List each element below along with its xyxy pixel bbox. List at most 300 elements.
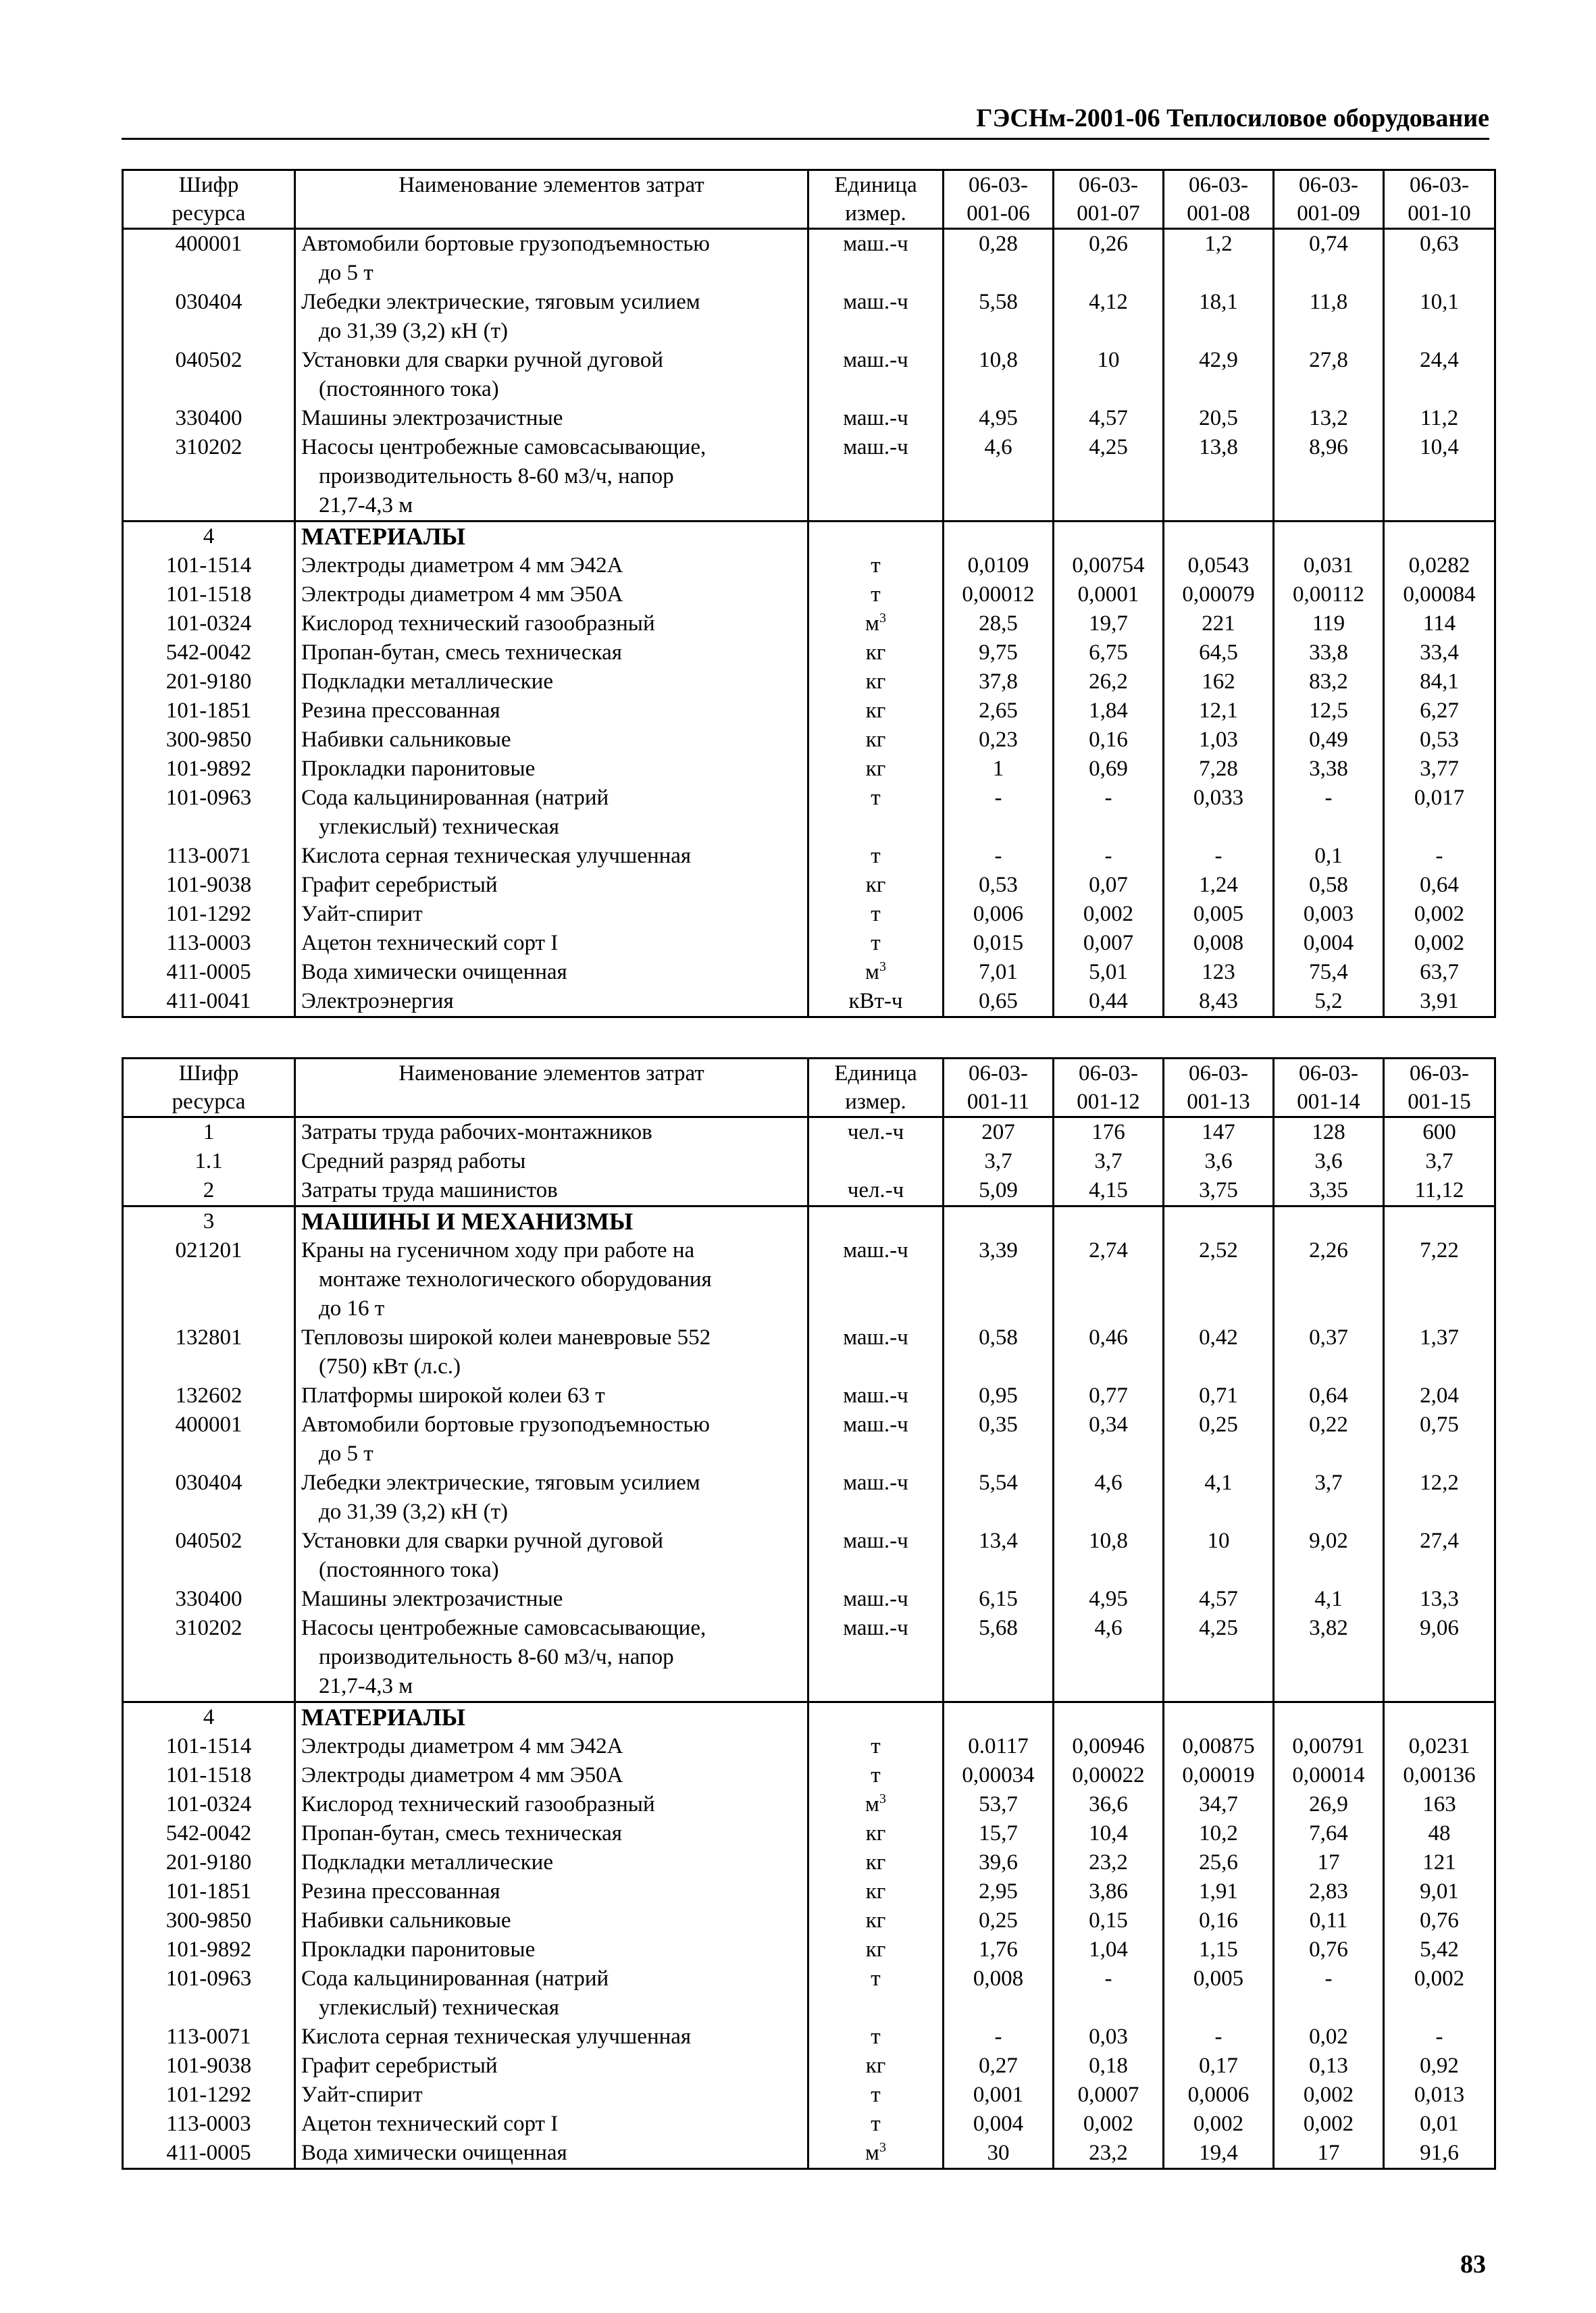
resource-code: 030404 [123,1469,295,1527]
resource-name-line: Резина прессованная [301,698,500,723]
norm-value: 1,84 [1054,696,1164,726]
header-unit-line: Единица [834,1061,917,1086]
resource-name-line: Вода химически очищенная [301,960,567,984]
norm-value: 0,006 [944,900,1054,929]
resource-code: 4 [123,1702,295,1733]
resource-name-line: Электроды диаметром 4 мм Э42А [301,553,623,578]
norm-value: 0,002 [1384,929,1495,958]
resource-name-continuation: до 5 т [319,1442,374,1466]
norm-value: 0,25 [1164,1410,1274,1469]
resource-name [295,929,808,958]
norm-value: 162 [1164,667,1274,696]
unit-cell [808,784,944,842]
norm-value: 0,23 [944,726,1054,755]
norm-value: 0,0006 [1164,2081,1274,2110]
resource-code: 101-1292 [123,900,295,929]
table-header [123,170,1495,229]
resource-row [123,2052,1495,2081]
norm-value: 0,007 [1054,929,1164,958]
norm-value: 0,25 [944,1906,1054,1935]
unit-cell [808,1614,944,1702]
resource-name [295,871,808,900]
norm-value: 0,26 [1054,229,1164,288]
resource-name [295,1819,808,1848]
unit-cell [808,1147,944,1176]
norm-value [1384,1702,1495,1733]
norm-value: 17 [1274,1848,1384,1877]
norm-value: 4,6 [1054,1469,1164,1527]
norm-value: 1,76 [944,1935,1054,1964]
norm-value: 0,02 [1274,2023,1384,2052]
resource-name-line: Сода кальцинированная (натрий [301,786,609,810]
header-norm-code [1054,1059,1164,1117]
unit-cell [808,1176,944,1206]
unit-label: маш.-ч [843,290,908,314]
norm-value: - [1384,2023,1495,2052]
norm-value: 26,2 [1054,667,1164,696]
resource-name [295,842,808,871]
header-norm-code [1164,170,1274,229]
resource-row [123,2110,1495,2139]
norm-value: 1,91 [1164,1877,1274,1906]
resource-row [123,2139,1495,2169]
resource-code: 101-1292 [123,2081,295,2110]
unit-label: маш.-ч [843,1238,908,1263]
norm-value: 0,65 [944,987,1054,1017]
resource-name [295,755,808,784]
unit-cell [808,1848,944,1877]
resource-row [123,1964,1495,2023]
norm-value [1274,522,1384,552]
unit-label: кг [865,669,886,694]
resource-name [295,667,808,696]
resource-name-line: Ацетон технический сорт I [301,931,559,955]
norm-value: 0,71 [1164,1381,1274,1410]
norm-value: 10,2 [1164,1819,1274,1848]
resource-name-line: Уайт-спирит [301,2083,423,2107]
resource-name [295,551,808,580]
header-code-line: ресурса [172,201,246,226]
resource-name-line: Кислород технический газообразный [301,1792,655,1816]
resource-name [295,1381,808,1410]
norm-value: 0.0117 [944,1732,1054,1761]
header-code-line: Шифр [178,1061,239,1086]
unit-label: кг [865,698,886,723]
unit-label: т [871,902,881,926]
resource-name [295,2023,808,2052]
unit-cell [808,1381,944,1410]
norm-value: 4,25 [1054,433,1164,522]
resource-code: 411-0005 [123,2139,295,2169]
resource-row [123,987,1495,1017]
resource-name-line: Прокладки паронитовые [301,757,536,781]
norm-value: 28,5 [944,609,1054,638]
section-row [123,1206,1495,1237]
resource-name-line: МАТЕРИАЛЫ [301,523,465,550]
resource-name-line: Установки для сварки ручной дуговой [301,1529,664,1553]
resource-row [123,784,1495,842]
resource-row [123,1410,1495,1469]
resource-name-line: Насосы центробежные самовсасывающие, [301,1616,706,1640]
resource-name-line: Кислород технический газообразный [301,611,655,636]
resource-name [295,1790,808,1819]
unit-exponent: 3 [879,611,886,626]
resource-name-line: Графит серебристый [301,2054,498,2078]
norm-value: 0,27 [944,2052,1054,2081]
header-norm-code [944,170,1054,229]
resource-row [123,900,1495,929]
norm-value: 10,4 [1054,1819,1164,1848]
norm-value: 0,13 [1274,2052,1384,2081]
norm-value: 0,002 [1054,2110,1164,2139]
norm-value: 4,1 [1274,1585,1384,1614]
resource-code: 030404 [123,288,295,346]
resource-name [295,1236,808,1323]
unit-label: т [871,582,881,607]
resource-name [295,609,808,638]
norm-value: 19,4 [1164,2139,1274,2169]
resource-code: 542-0042 [123,1819,295,1848]
header-norm-line: 06-03- [1410,173,1469,197]
resource-name-line: Средний разряд работы [301,1149,526,1173]
table-body [123,1117,1495,2169]
header-norm-line: 001-11 [967,1090,1030,1114]
resource-code: 113-0071 [123,842,295,871]
norm-value: 3,6 [1274,1147,1384,1176]
norm-value: 0,004 [1274,929,1384,958]
resource-code: 1 [123,1117,295,1148]
norm-value: 3,7 [1384,1147,1495,1176]
resource-name-continuation: до 31,39 (3,2) кН (т) [319,1500,509,1524]
header-unit-line: Единица [834,173,917,197]
norm-value [1274,1206,1384,1237]
norm-value: 0,95 [944,1381,1054,1410]
resource-name [295,1206,808,1237]
resource-code: 101-0324 [123,609,295,638]
norm-value: 36,6 [1054,1790,1164,1819]
resource-name-continuation: углекислый) техническая [319,1996,559,2020]
resource-code: 4 [123,522,295,552]
unit-cell [808,1323,944,1381]
norm-value: 0,002 [1274,2110,1384,2139]
resource-name-line: Машины электрозачистные [301,406,563,430]
unit-cell [808,929,944,958]
unit-cell [808,229,944,288]
unit-cell [808,987,944,1017]
resource-name-line: Вода химически очищенная [301,2141,567,2165]
norm-value: 5,2 [1274,987,1384,1017]
norm-value: - [1274,784,1384,842]
resource-name-line: Сода кальцинированная (натрий [301,1966,609,1991]
unit-cell [808,726,944,755]
resource-row [123,1935,1495,1964]
norm-value: 0,76 [1384,1906,1495,1935]
resource-name [295,1117,808,1148]
header-norm-line: 001-12 [1077,1090,1140,1114]
resource-name-line: Электроэнергия [301,989,454,1013]
unit-cell [808,667,944,696]
unit-exponent: 3 [879,1791,886,1806]
resource-name [295,784,808,842]
unit-cell [808,1790,944,1819]
unit-cell [808,696,944,726]
resource-code: 101-1851 [123,1877,295,1906]
unit-label: маш.-ч [843,1383,908,1408]
norm-value: 6,75 [1054,638,1164,667]
norm-value: 0,01 [1384,2110,1495,2139]
resource-name-line: МАШИНЫ И МЕХАНИЗМЫ [301,1208,634,1235]
header-norm-line: 001-07 [1077,201,1140,226]
norm-value: 3,77 [1384,755,1495,784]
norm-value: 3,7 [1054,1147,1164,1176]
resource-row [123,1469,1495,1527]
norm-value: 0,58 [1274,871,1384,900]
resource-name [295,987,808,1017]
resource-code: 411-0041 [123,987,295,1017]
norm-value: 0,18 [1054,2052,1164,2081]
norm-value: 83,2 [1274,667,1384,696]
unit-cell [808,522,944,552]
resource-name-line: Затраты труда машинистов [301,1178,558,1202]
resource-name-line: Затраты труда рабочих-монтажников [301,1120,652,1144]
unit-label: маш.-ч [843,406,908,430]
header-unit [808,1059,944,1117]
norm-value: 7,28 [1164,755,1274,784]
resource-row [123,1147,1495,1176]
resource-row [123,2081,1495,2110]
resource-code: 542-0042 [123,638,295,667]
unit-label: кг [865,873,886,897]
norm-value: 4,1 [1164,1469,1274,1527]
resource-name-line: Электроды диаметром 4 мм Э42А [301,1734,623,1758]
resource-code: 101-0963 [123,1964,295,2023]
norm-value: 0,0007 [1054,2081,1164,2110]
resource-code: 101-1514 [123,1732,295,1761]
norm-value: 23,2 [1054,1848,1164,1877]
norm-value [944,522,1054,552]
resource-name-line: Электроды диаметром 4 мм Э50А [301,1763,623,1787]
norm-value: 2,83 [1274,1877,1384,1906]
norm-value: 0,58 [944,1323,1054,1381]
unit-label: кВт-ч [848,989,903,1013]
resource-row [123,609,1495,638]
resource-code: 300-9850 [123,1906,295,1935]
resource-name-continuation: производительность 8-60 м3/ч, напор [319,1645,674,1669]
norm-value: 1 [944,755,1054,784]
resource-name-continuation: углекислый) техническая [319,815,559,839]
resource-name-line: Уайт-спирит [301,902,423,926]
resource-row [123,1585,1495,1614]
unit-exponent: 3 [879,959,886,974]
norm-value: 17 [1274,2139,1384,2169]
norm-value: 163 [1384,1790,1495,1819]
unit-label: маш.-ч [843,348,908,372]
unit-label: т [871,1966,881,1991]
unit-cell [808,1935,944,1964]
unit-label: маш.-ч [843,232,908,256]
resource-name-line: Подкладки металлические [301,669,553,694]
norm-value: 0,00084 [1384,580,1495,609]
norm-value: 0,00112 [1274,580,1384,609]
unit-label: маш.-ч [843,1587,908,1611]
unit-label: т [871,931,881,955]
resource-row [123,929,1495,958]
unit-label: кг [865,640,886,665]
norm-value: 10,8 [1054,1527,1164,1585]
norm-value: 26,9 [1274,1790,1384,1819]
header-norm-line: 001-14 [1297,1090,1360,1114]
norm-value: 0,00014 [1274,1761,1384,1790]
norm-value: 7,22 [1384,1236,1495,1323]
norm-value: 221 [1164,609,1274,638]
resource-name-continuation: 21,7-4,3 м [319,493,413,517]
table-body [123,229,1495,1017]
resource-row [123,1176,1495,1206]
norm-value: 4,57 [1054,404,1164,433]
norm-value: 2,52 [1164,1236,1274,1323]
running-header-title: ГЭСНм-2001-06 Теплосиловое оборудование [976,104,1489,132]
resource-name-line: Набивки сальниковые [301,728,511,752]
norm-value: 23,2 [1054,2139,1164,2169]
header-norm-code [1274,170,1384,229]
unit-cell [808,1819,944,1848]
resource-name [295,1176,808,1206]
resource-row [123,1323,1495,1381]
resource-row [123,580,1495,609]
unit-label: т [871,1763,881,1787]
resource-row [123,1761,1495,1790]
norm-value: 0,35 [944,1410,1054,1469]
unit-cell [808,2023,944,2052]
resource-name-continuation: (постоянного тока) [319,377,499,401]
header-unit-line: измер. [845,1090,906,1114]
norm-value: - [1164,842,1274,871]
resource-row [123,1848,1495,1877]
norm-value: 0,0109 [944,551,1054,580]
norm-value: 0,002 [1384,1964,1495,2023]
resource-code: 101-9038 [123,871,295,900]
norm-value: 13,3 [1384,1585,1495,1614]
norm-value: 0,15 [1054,1906,1164,1935]
norm-value [1384,522,1495,552]
resource-code: 101-1514 [123,551,295,580]
header-norm-line: 06-03- [1079,173,1138,197]
norm-value: 4,95 [944,404,1054,433]
norm-value: 0,44 [1054,987,1164,1017]
norms-table-1 [122,169,1496,1018]
norm-value: 1,2 [1164,229,1274,288]
norm-value: 2,04 [1384,1381,1495,1410]
norm-value: 0,033 [1164,784,1274,842]
unit-cell [808,1906,944,1935]
unit-cell [808,2052,944,2081]
norm-value: 0,003 [1274,900,1384,929]
unit-label: т [871,786,881,810]
resource-name [295,1527,808,1585]
norm-value: 0,46 [1054,1323,1164,1381]
resource-row [123,1790,1495,1819]
resource-name [295,1935,808,1964]
norm-value: 42,9 [1164,346,1274,404]
unit-label: маш.-ч [843,1616,908,1640]
resource-name-line: Платформы широкой колеи 63 т [301,1383,605,1408]
norm-value: 27,8 [1274,346,1384,404]
norm-value: 0,92 [1384,2052,1495,2081]
resource-name-continuation: производительность 8-60 м3/ч, напор [319,464,674,488]
norm-value: 11,12 [1384,1176,1495,1206]
unit-cell [808,1702,944,1733]
unit-cell [808,1585,944,1614]
header-code-line: ресурса [172,1090,246,1114]
header-norm-line: 06-03- [969,1061,1028,1086]
norm-value: 3,38 [1274,755,1384,784]
resource-row [123,1117,1495,1148]
resource-code: 2 [123,1176,295,1206]
norm-value: 3,82 [1274,1614,1384,1702]
norm-value: 0,013 [1384,2081,1495,2110]
norm-value: 0,77 [1054,1381,1164,1410]
norm-value: 3,75 [1164,1176,1274,1206]
header-unit [808,170,944,229]
resource-name-line: Электроды диаметром 4 мм Э50А [301,582,623,607]
norm-value [944,1702,1054,1733]
norm-value: 0,16 [1164,1906,1274,1935]
resource-row [123,1877,1495,1906]
resource-code: 411-0005 [123,958,295,987]
norm-value: 0,0001 [1054,580,1164,609]
unit-cell [808,1527,944,1585]
unit-cell [808,346,944,404]
norm-value: - [944,2023,1054,2052]
unit-cell [808,433,944,522]
norm-value: 0,00034 [944,1761,1054,1790]
resource-name [295,522,808,552]
resource-code: 310202 [123,433,295,522]
section-row [123,522,1495,552]
resource-code: 101-1518 [123,1761,295,1790]
norm-value: 4,15 [1054,1176,1164,1206]
norm-value: 0,005 [1164,1964,1274,2023]
unit-cell [808,2081,944,2110]
header-row [123,170,1495,229]
norm-value: 0,64 [1384,871,1495,900]
norm-value: 0,00012 [944,580,1054,609]
resource-name [295,229,808,288]
resource-name [295,958,808,987]
norm-value: 0,002 [1274,2081,1384,2110]
resource-row [123,433,1495,522]
resource-name-continuation: 21,7-4,3 м [319,1674,413,1698]
resource-row [123,842,1495,871]
unit-label: т [871,844,881,868]
unit-cell [808,288,944,346]
unit-label: кг [865,1850,886,1875]
header-norm-line: 06-03- [969,173,1028,197]
norms-table-2 [122,1057,1496,2170]
resource-name-line: МАТЕРИАЛЫ [301,1704,465,1731]
resource-code: 201-9180 [123,667,295,696]
resource-name [295,1147,808,1176]
resource-name-line: Прокладки паронитовые [301,1937,536,1962]
norm-value: 5,01 [1054,958,1164,987]
resource-name-line: Машины электрозачистные [301,1587,563,1611]
norm-value [1384,1206,1495,1237]
norm-value: 53,7 [944,1790,1054,1819]
norm-value: 63,7 [1384,958,1495,987]
norm-value: 0,64 [1274,1381,1384,1410]
resource-code: 040502 [123,346,295,404]
resource-name-line: Насосы центробежные самовсасывающие, [301,435,706,459]
